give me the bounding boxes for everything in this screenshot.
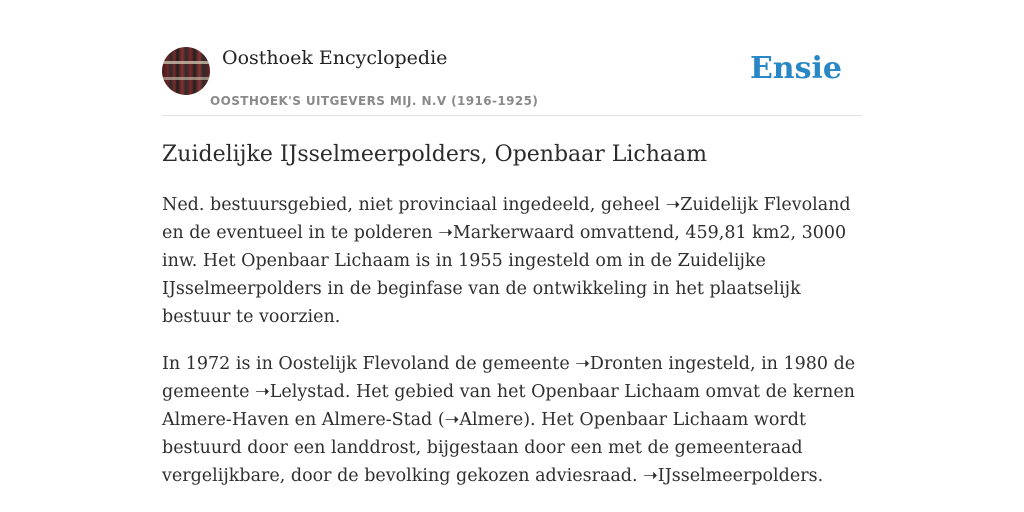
paragraph-text: . [817, 466, 824, 486]
cross-reference-link[interactable]: ➝Zuidelijk Flevoland [665, 195, 851, 215]
paragraph-text: Ned. bestuursgebied, niet provinciaal ingedeeld, geheel [162, 195, 666, 215]
cross-reference-link[interactable]: ➝Lelystad [255, 382, 345, 402]
article-title: Zuidelijke IJsselmeerpolders, Openbaar Lichaam [162, 142, 708, 167]
article-card [162, 44, 862, 490]
paragraph-text: . Het gebied van het Openbaar Lichaam omvat de kernen Almere-Haven en Almere-Stad ( [162, 382, 855, 430]
cross-reference-link[interactable]: ➝Almere [444, 410, 524, 430]
paragraph-text: ingesteld, in 1980 de gemeente [162, 354, 856, 402]
paragraph-text: en de eventueel in te polderen [162, 223, 439, 243]
cross-reference-link[interactable]: ➝Dronten [575, 354, 663, 374]
cross-reference-link[interactable]: ➝IJsselmeerpolders [643, 466, 818, 486]
cross-reference-link[interactable]: ➝Markerwaard [438, 223, 575, 243]
article-paragraph-2 [162, 350, 862, 490]
brand-logo[interactable]: Ensie [749, 51, 842, 86]
article-paragraph-1 [162, 191, 862, 331]
encyclopedia-books-icon[interactable] [162, 47, 210, 95]
publisher-label: OOSTHOEK'S UITGEVERS MIJ. N.V (1916-1925) [210, 94, 539, 108]
site-name[interactable]: Oosthoek Encyclopedie [222, 47, 448, 69]
paragraph-text: ). Het Openbaar Lichaam wordt bestuurd door een landdrost, bijgestaan door een met de gemeenteraad vergelijkbare, door de bevolking gekozen adviesraad. [162, 410, 807, 486]
paragraph-text: In 1972 is in Oostelijk Flevoland de gemeente [162, 354, 576, 374]
paragraph-text: omvattend, 459,81 km2, 3000 inw. Het Openbaar Lichaam is in 1955 ingesteld om in de Zuidelijke IJsselmeerpolders in de beginfase van de ontwikkeling in het plaatselijk bestuur te voorzien. [162, 223, 847, 327]
page-header [162, 44, 862, 116]
